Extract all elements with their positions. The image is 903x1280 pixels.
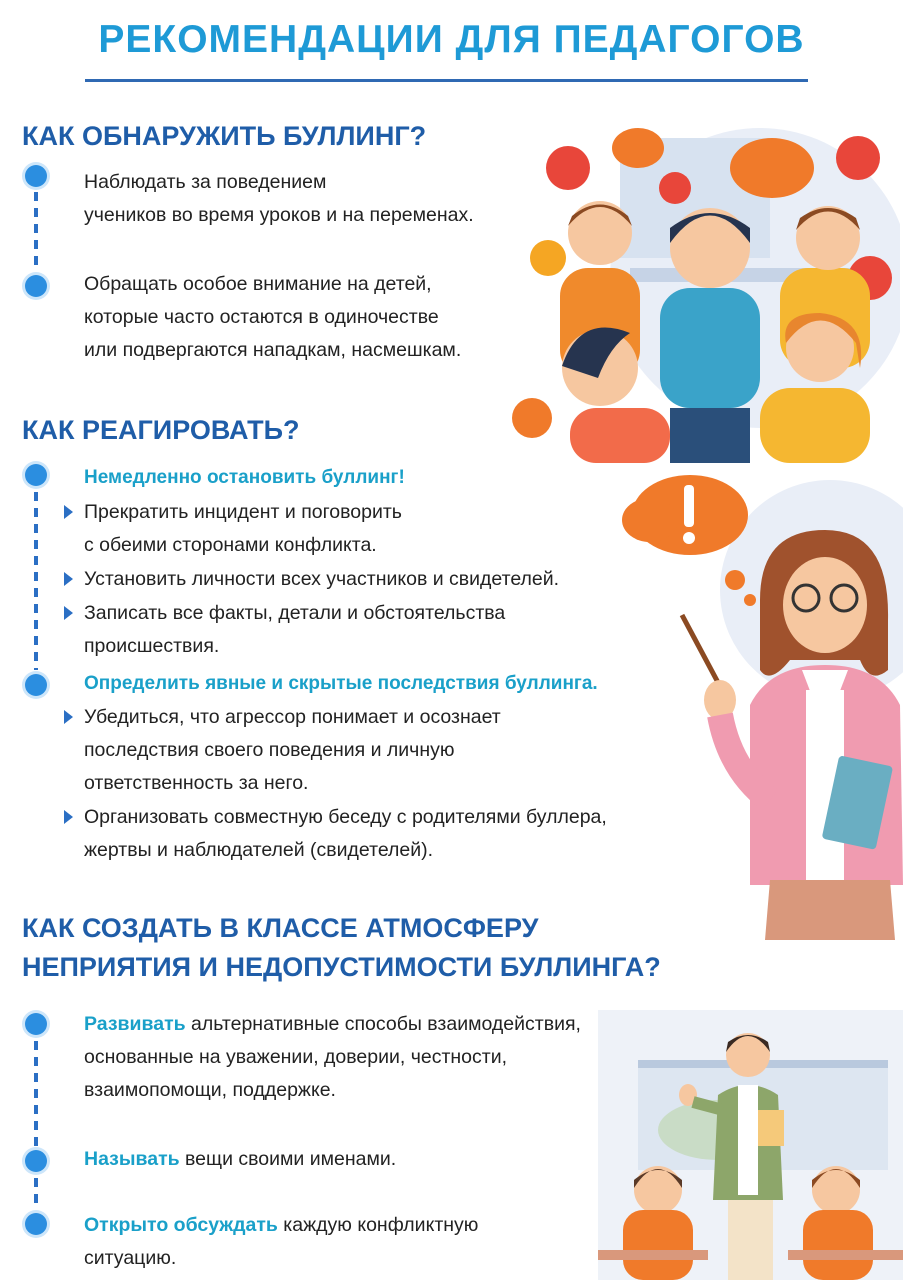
section2-bullet-2: Установить личности всех участников и свидетелей. [84, 568, 560, 590]
section3-item-2: Называть вещи своими именами. [84, 1148, 397, 1170]
section2-point2: Определить явные и скрытые последствия буллинга. [84, 673, 598, 694]
bullet-arrow-icon [64, 505, 73, 519]
timeline-dot [25, 1150, 47, 1172]
bullet-arrow-icon [64, 572, 73, 586]
timeline-dot [25, 275, 47, 297]
timeline-dash [34, 492, 38, 670]
section3-heading: КАК СОЗДАТЬ В КЛАССЕ АТМОСФЕРУ НЕПРИЯТИЯ И НЕДОПУСТИМОСТИ БУЛЛИНГА? [22, 913, 661, 982]
section3-item-1: Развивать альтернативные способы взаимодействия, основанные на уважении, доверии, честности, взаимопомощи, поддержке. [84, 1013, 581, 1101]
section2-point1: Немедленно остановить буллинг! [84, 467, 405, 488]
timeline-dot [25, 165, 47, 187]
timeline-dot [25, 1213, 47, 1235]
timeline-dot [25, 464, 47, 486]
timeline-dash [34, 1041, 38, 1147]
section2-bullet-4: Убедиться, что агрессор понимает и осознает последствия своего поведения и личную ответственность за него. [84, 706, 501, 794]
section3-item-3: Открыто обсуждать каждую конфликтную ситуацию. [84, 1214, 479, 1269]
classroom-illustration [598, 1010, 903, 1280]
bullet-arrow-icon [64, 710, 73, 724]
section2-bullet-3: Записать все факты, детали и обстоятельства происшествия. [84, 602, 506, 657]
timeline-dash [34, 1178, 38, 1208]
bullet-arrow-icon [64, 606, 73, 620]
section2-bullet-1: Прекратить инцидент и поговорить с обеими сторонами конфликта. [84, 501, 402, 556]
section1-heading: КАК ОБНАРУЖИТЬ БУЛЛИНГ? [22, 121, 427, 151]
timeline-dash [34, 192, 38, 270]
page-title: РЕКОМЕНДАЦИИ ДЛЯ ПЕДАГОГОВ [98, 18, 805, 61]
timeline-dot [25, 1013, 47, 1035]
section2-bullet-5: Организовать совместную беседу с родителями буллера, жертвы и наблюдателей (свидетелей). [84, 806, 607, 861]
section1-item-1: Наблюдать за поведением учеников во время уроков и на переменах. [84, 171, 474, 226]
title-divider [85, 79, 808, 82]
bullying-students-illustration [510, 118, 900, 463]
bullet-arrow-icon [64, 810, 73, 824]
section2-heading: КАК РЕАГИРОВАТЬ? [22, 415, 300, 445]
timeline-dot [25, 674, 47, 696]
section1-item-2: Обращать особое внимание на детей, которые часто остаются в одиночестве или подвергаются нападкам, насмешкам. [84, 273, 462, 361]
teacher-illustration [620, 470, 903, 940]
